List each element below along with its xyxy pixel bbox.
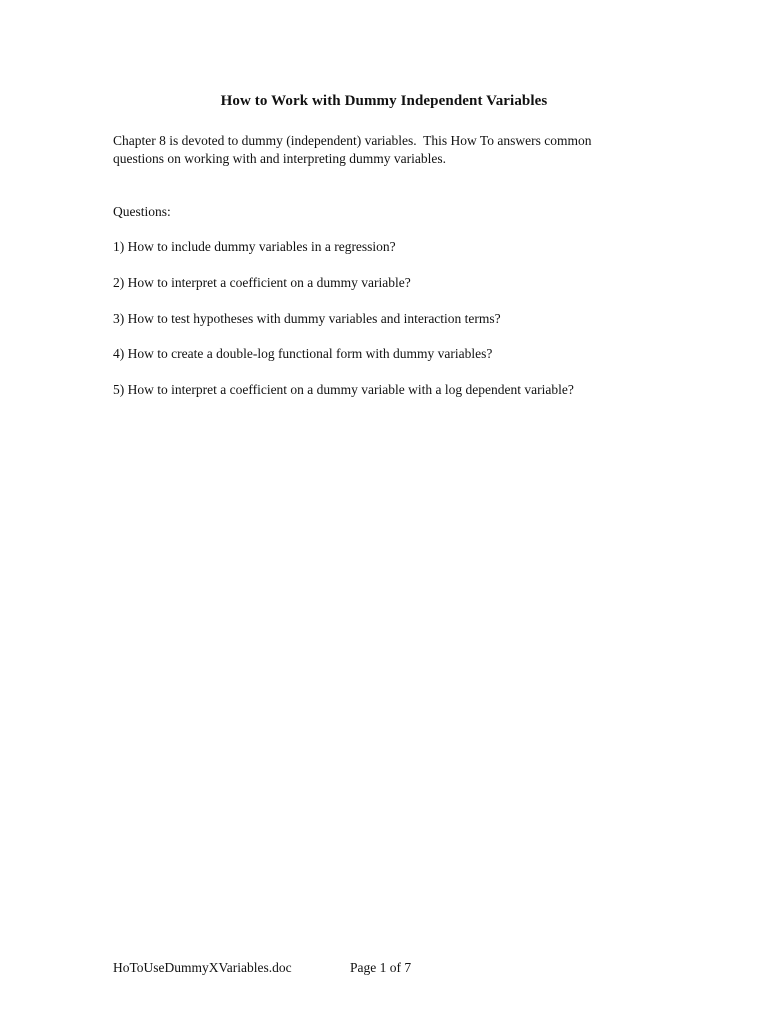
question-item: 1) How to include dummy variables in a regression? [113, 239, 396, 254]
question-item: 5) How to interpret a coefficient on a dummy variable with a log dependent variable? [113, 382, 574, 397]
questions-heading: Questions: [113, 204, 171, 219]
intro-paragraph: Chapter 8 is devoted to dummy (independent) variables. This How To answers common questions on working with and interpreting dummy variables. [113, 133, 592, 166]
question-item: 2) How to interpret a coefficient on a dummy variable? [113, 275, 411, 290]
question-item: 3) How to test hypotheses with dummy variables and interaction terms? [113, 311, 501, 326]
footer-filename: HoToUseDummyXVariables.doc [113, 960, 292, 975]
footer-page-number: Page 1 of 7 [350, 960, 412, 975]
question-item: 4) How to create a double-log functional form with dummy variables? [113, 346, 493, 361]
document-title: How to Work with Dummy Independent Variables [220, 93, 548, 109]
